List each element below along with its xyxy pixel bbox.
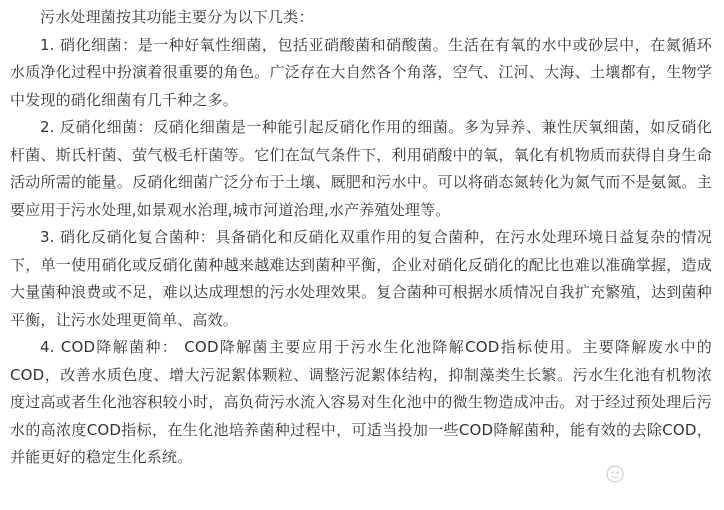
intro-paragraph: 污水处理菌按其功能主要分为以下几类： [40, 8, 314, 26]
document-body [10, 4, 712, 472]
watermark-logo-icon [606, 465, 624, 483]
composite-strain-paragraph: 3. 硝化反硝化复合菌种：具备硝化和反硝化双重作用的复合菌种，在污水处理环境日益复杂的情况下，单一使用硝化或反硝化菌种越来越难达到菌种平衡，企业对硝化反硝化的配比也难以准确掌握，造成大量菌种浪费或不足，难以达成理想的污水处理效果。复合菌种可根据水质情况自我扩充繁殖，达到菌种平衡，让污水处理更简单、高效。 [10, 228, 712, 329]
denitrifying-bacteria-paragraph: 2. 反硝化细菌：反硝化细菌是一种能引起反硝化作用的细菌。多为异养、兼性厌氧细菌，如反硝化杆菌、斯氏杆菌、萤气极毛杆菌等。它们在氙气条件下，利用硝酸中的氧，氧化有机物质而获得自身生命活动所需的能量。反硝化细菌广泛分布于土壤、厩肥和污水中。可以将硝态氮转化为氮气而不是氨氮。主要应用于污水处理,如景观水治理,城市河道治理,水产养殖处理等。 [10, 118, 712, 219]
nitrifying-bacteria-paragraph: 1. 硝化细菌：是一种好氧性细菌，包括亚硝酸菌和硝酸菌。生活在有氧的水中或砂层中，在氮循环水质净化过程中扮演着很重要的角色。广泛存在大自然各个角落，空气、江河、大海、土壤都有，生物学中发现的硝化细菌有几千种之多。 [10, 35, 712, 109]
cod-degrading-strain-paragraph: 4. COD降解菌种： COD降解菌主要应用于污水生化池降解COD指标使用。主要降解废水中的COD，改善水质色度、增大污泥絮体颗粒、调整污泥絮体结构，抑制藻类生长繁。污水生化池有机物浓度过高或者生化池容积较小时，高负荷污水流入容易对生化池中的微生物造成冲击。对于经过预处理后污水的高浓度COD指标，在生化池培养菌种过程中，可适当投加一些COD降解菌种，能有效的去除COD，并能更好的稳定生化系统。 [10, 338, 712, 466]
watermark [606, 460, 706, 488]
